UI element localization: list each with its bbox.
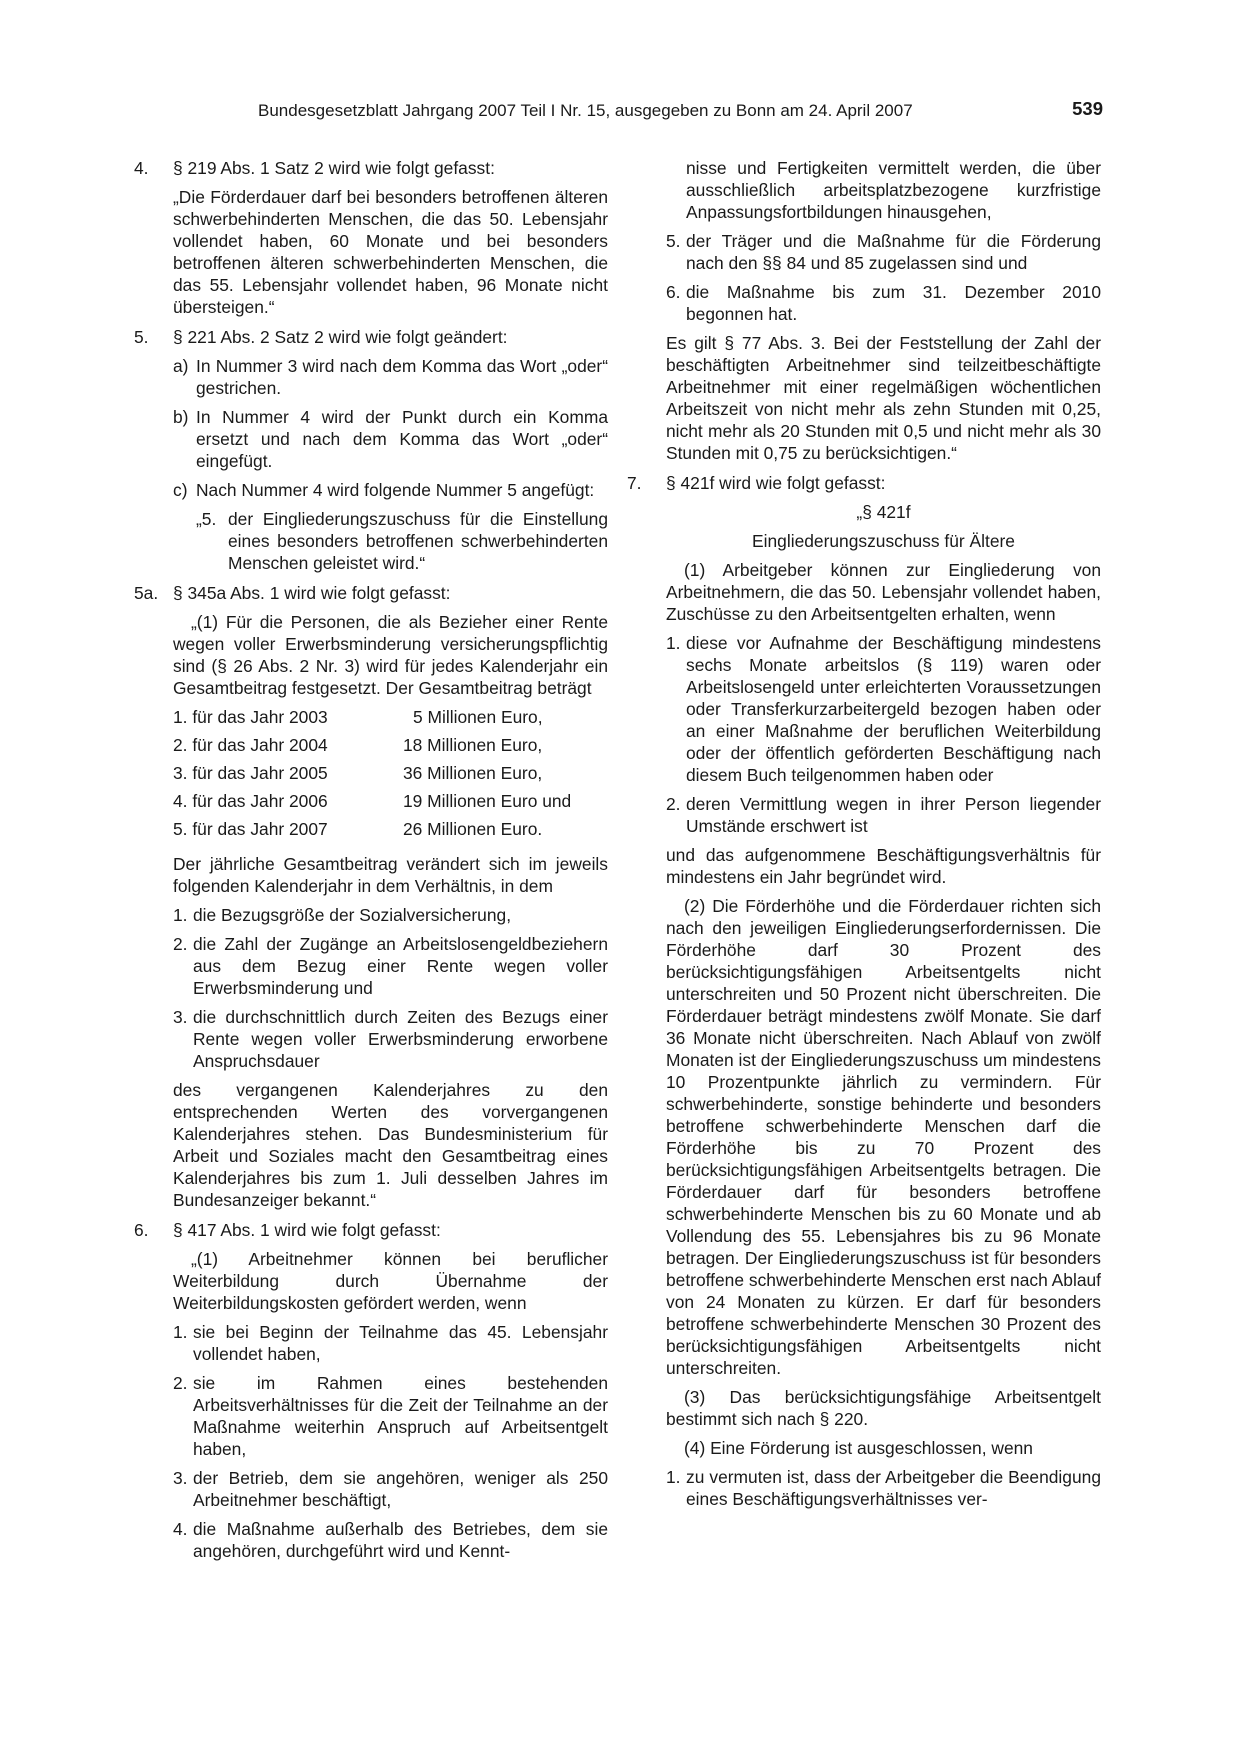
list-text: die Bezugsgröße der Sozialversicherung,	[193, 905, 512, 925]
amount-year: 1. für das Jahr 2003	[173, 707, 328, 727]
list-item	[666, 793, 1101, 837]
list-item	[173, 933, 608, 999]
page-number: 539	[1072, 98, 1103, 119]
list-text: die Zahl der Zugänge an Arbeitslosengeldbeziehern aus dem Bezug einer Rente wegen voller Erwerbsminderung und	[193, 934, 608, 998]
amount-row	[173, 762, 608, 790]
list-item	[173, 1518, 608, 1562]
section-subtitle: Eingliederungszuschuss für Ältere	[752, 531, 1015, 551]
sub-item-text: In Nummer 3 wird nach dem Komma das Wort „oder“ gestrichen.	[196, 356, 608, 398]
paragraph-2: (2) Die Förderhöhe und die Förderdauer richten sich nach den jeweiligen Eingliederungserfordernissen. Die Förderhöhe darf 30 Prozent des berücksichtigungsfähigen Arbeitsentgelts nicht unterschreiten und 50 Prozent nicht überschreiten. Die Förderdauer beträgt mindestens zwölf Monate. Sie darf 36 Monate nicht überschreiten. Nach Ablauf von zwölf Monaten ist der Eingliederungszuschuss um mindestens 10 Prozentpunkte jährlich zu vermindern. Für schwerbehinderte, sonstige behinderte und besonders betroffene schwerbehinderte Menschen darf die Förderhöhe bis zu 70 Prozent des berücksichtigungsfähigen Arbeitsentgelts betragen. Die Förderdauer darf für besonders betroffene schwerbehinderte Menschen bis zu 60 Monate und ab Vollendung des 55. Lebensjahres bis zu 96 Monate betragen. Der Eingliederungszuschuss ist für besonders betroffene schwerbehinderte Menschen erst nach Ablauf von 24 Monaten zu kürzen. Er darf für besonders betroffene schwerbehinderte Menschen 30 Prozent des berücksichtigungsfähigen Arbeitsentgelts nicht unterschreiten.	[666, 896, 1101, 1378]
list-text: die durchschnittlich durch Zeiten des Bezugs einer Rente wegen voller Erwerbsminderung erworbene Anspruchsdauer	[193, 1007, 608, 1071]
amount-row	[173, 790, 608, 818]
list-text: sie im Rahmen eines bestehenden Arbeitsverhältnisses für die Zeit der Teilnahme an der Maßnahme weiterhin Anspruch auf Arbeitsentgelt haben,	[193, 1373, 608, 1459]
amount-value: 19 Millionen Euro und	[403, 791, 572, 811]
sub-item-text: In Nummer 4 wird der Punkt durch ein Komma ersetzt und nach dem Komma das Wort „oder“ eingefügt.	[196, 407, 608, 471]
list-number: 2.	[173, 934, 188, 954]
list-number: 5.	[666, 231, 681, 251]
list-number: 1.	[173, 1322, 188, 1342]
sub-item-text: Nach Nummer 4 wird folgende Nummer 5 angefügt:	[196, 480, 595, 500]
quoted-text: „Die Förderdauer darf bei besonders betroffenen älteren schwerbehinderten Menschen, die das 50. Lebensjahr vollendet haben, 60 Monate und bei besonders betroffenen älteren schwerbehinderten Menschen, die das 55. Lebensjahr vollendet haben, 96 Monate nicht übersteigen.“	[173, 187, 608, 317]
sub-item-letter: b)	[173, 407, 189, 427]
list-text: die Maßnahme außerhalb des Betriebes, dem sie angehören, durchgeführt wird und Kennt-	[193, 1519, 608, 1561]
sub-item-b	[173, 406, 608, 472]
item-title: § 221 Abs. 2 Satz 2 wird wie folgt geändert:	[173, 327, 508, 347]
list-item	[666, 632, 1101, 786]
list-text: der Träger und die Maßnahme für die Förderung nach den §§ 84 und 85 zugelassen sind und	[686, 231, 1101, 273]
item-title: § 345a Abs. 1 wird wie folgt gefasst:	[173, 583, 451, 603]
list-item	[173, 1372, 608, 1460]
paragraph: „(1) Arbeitnehmer können bei beruflicher Weiterbildung durch Übernahme der Weiterbildungskosten gefördert werden, wenn	[173, 1249, 608, 1313]
sub-item-a	[173, 355, 608, 399]
page-header	[0, 100, 1241, 126]
amount-year: 2. für das Jahr 2004	[173, 735, 328, 755]
amendment-item-5	[134, 326, 608, 574]
paragraph: und das aufgenommene Beschäftigungsverhältnis für mindestens ein Jahr begründet wird.	[666, 845, 1101, 887]
list-item	[173, 1006, 608, 1072]
paragraph-1: (1) Arbeitgeber können zur Eingliederung von Arbeitnehmern, die das 50. Lebensjahr vollendet haben, Zuschüsse zu den Arbeitsentgelten erhalten, wenn	[666, 560, 1101, 624]
list-number: 2.	[666, 794, 681, 814]
amount-row	[173, 734, 608, 762]
amendment-item-6	[134, 1219, 608, 1569]
paragraph: Der jährliche Gesamtbeitrag verändert sich im jeweils folgenden Kalenderjahr in dem Verhältnis, in dem	[173, 854, 608, 896]
quoted-number-5	[196, 508, 608, 574]
amount-list	[173, 706, 608, 846]
paragraph: Es gilt § 77 Abs. 3. Bei der Feststellung der Zahl der beschäftigten Arbeitnehmer sind teilzeitbeschäftigte Arbeitnehmer mit einer regelmäßigen wöchentlichen Arbeitszeit von nicht mehr als zehn Stunden mit 0,25, nicht mehr als 20 Stunden mit 0,5 und nicht mehr als 30 Stunden mit 0,75 zu berücksichtigen.“	[666, 333, 1101, 463]
item-number: 5a.	[134, 583, 159, 603]
list-number: 1.	[666, 1467, 681, 1487]
list-number: 1.	[173, 905, 188, 925]
right-column	[627, 157, 1101, 1517]
sub-item-c	[173, 479, 608, 501]
list-text: die Maßnahme bis zum 31. Dezember 2010 begonnen hat.	[686, 282, 1101, 324]
item-title: § 417 Abs. 1 wird wie folgt gefasst:	[173, 1220, 441, 1240]
list-number: 4.	[173, 1519, 188, 1539]
paragraph: „(1) Für die Personen, die als Bezieher einer Rente wegen voller Erwerbsminderung versicherungspflichtig sind (§ 26 Abs. 2 Nr. 3) wird für jedes Kalenderjahr ein Gesamtbeitrag festgesetzt. Der Gesamtbeitrag beträgt	[173, 612, 608, 698]
section-title: „§ 421f	[856, 502, 911, 522]
sub-item-letter: a)	[173, 356, 189, 376]
amount-value: 5 Millionen Euro,	[413, 707, 543, 727]
list-item	[666, 1466, 1101, 1510]
amount-year: 3. für das Jahr 2005	[173, 763, 328, 783]
list-item	[173, 1467, 608, 1511]
list-item	[173, 1321, 608, 1365]
item-number: 5.	[134, 327, 149, 347]
list-item-continued	[666, 157, 1101, 223]
list-number: 2.	[173, 1373, 188, 1393]
quoted-text: der Eingliederungszuschuss für die Einstellung eines besonders betroffenen schwerbehinderten Menschen geleistet wird.“	[228, 509, 608, 573]
amendment-item-5a	[134, 582, 608, 1211]
running-header: Bundesgesetzblatt Jahrgang 2007 Teil I Nr. 15, ausgegeben zu Bonn am 24. April 2007	[258, 101, 913, 120]
paragraph-4: (4) Eine Förderung ist ausgeschlossen, wenn	[684, 1438, 1033, 1458]
amendment-item-4	[134, 157, 608, 318]
list-item	[666, 230, 1101, 274]
item-title: § 421f wird wie folgt gefasst:	[666, 473, 886, 493]
amount-value: 36 Millionen Euro,	[403, 763, 543, 783]
item-number: 4.	[134, 158, 149, 178]
item-number: 7.	[627, 473, 642, 493]
list-text: diese vor Aufnahme der Beschäftigung mindestens sechs Monate arbeitslos (§ 119) waren oder Arbeitslosengeld unter erleichterten Voraussetzungen oder Transferkurzarbeitergeld bezogen haben oder an einer Maßnahme der beruflichen Weiterbildung oder der öffentlich geförderten Beschäftigung nach diesem Buch teilgenommen haben oder	[686, 633, 1101, 785]
list-number: 6.	[666, 282, 681, 302]
list-item	[666, 281, 1101, 325]
item-title: § 219 Abs. 1 Satz 2 wird wie folgt gefasst:	[173, 158, 495, 178]
amount-value: 26 Millionen Euro.	[403, 819, 543, 839]
list-text: sie bei Beginn der Teilnahme das 45. Lebensjahr vollendet haben,	[193, 1322, 608, 1364]
list-number: 3.	[173, 1007, 188, 1027]
sub-item-letter: c)	[173, 480, 188, 500]
paragraph-3: (3) Das berücksichtigungsfähige Arbeitsentgelt bestimmt sich nach § 220.	[666, 1387, 1101, 1429]
list-text: deren Vermittlung wegen in ihrer Person liegender Umstände erschwert ist	[686, 794, 1101, 836]
amendment-item-7	[627, 472, 1101, 1517]
amount-row	[173, 818, 608, 846]
list-text: zu vermuten ist, dass der Arbeitgeber die Beendigung eines Beschäftigungsverhältnisses ver-	[686, 1467, 1101, 1509]
list-item	[173, 904, 608, 926]
amount-year: 4. für das Jahr 2006	[173, 791, 328, 811]
amount-row	[173, 706, 608, 734]
left-column	[134, 157, 608, 1569]
list-number: 1.	[666, 633, 681, 653]
paragraph: des vergangenen Kalenderjahres zu den entsprechenden Werten des vorvergangenen Kalenderjahres stehen. Das Bundesministerium für Arbeit und Soziales macht den Gesamtbeitrag eines Kalenderjahres bis zum 1. Juli desselben Jahres im Bundesanzeiger bekannt.“	[173, 1080, 608, 1210]
item-number: 6.	[134, 1220, 149, 1240]
amount-value: 18 Millionen Euro,	[403, 735, 543, 755]
list-text: nisse und Fertigkeiten vermittelt werden, die über ausschließlich arbeitsplatzbezogene kurzfristige Anpassungsfortbildungen hinausgehen,	[686, 158, 1101, 222]
quoted-number: „5.	[196, 509, 217, 529]
list-number: 3.	[173, 1468, 188, 1488]
list-text: der Betrieb, dem sie angehören, weniger als 250 Arbeitnehmer beschäftigt,	[193, 1468, 608, 1510]
amount-year: 5. für das Jahr 2007	[173, 819, 328, 839]
